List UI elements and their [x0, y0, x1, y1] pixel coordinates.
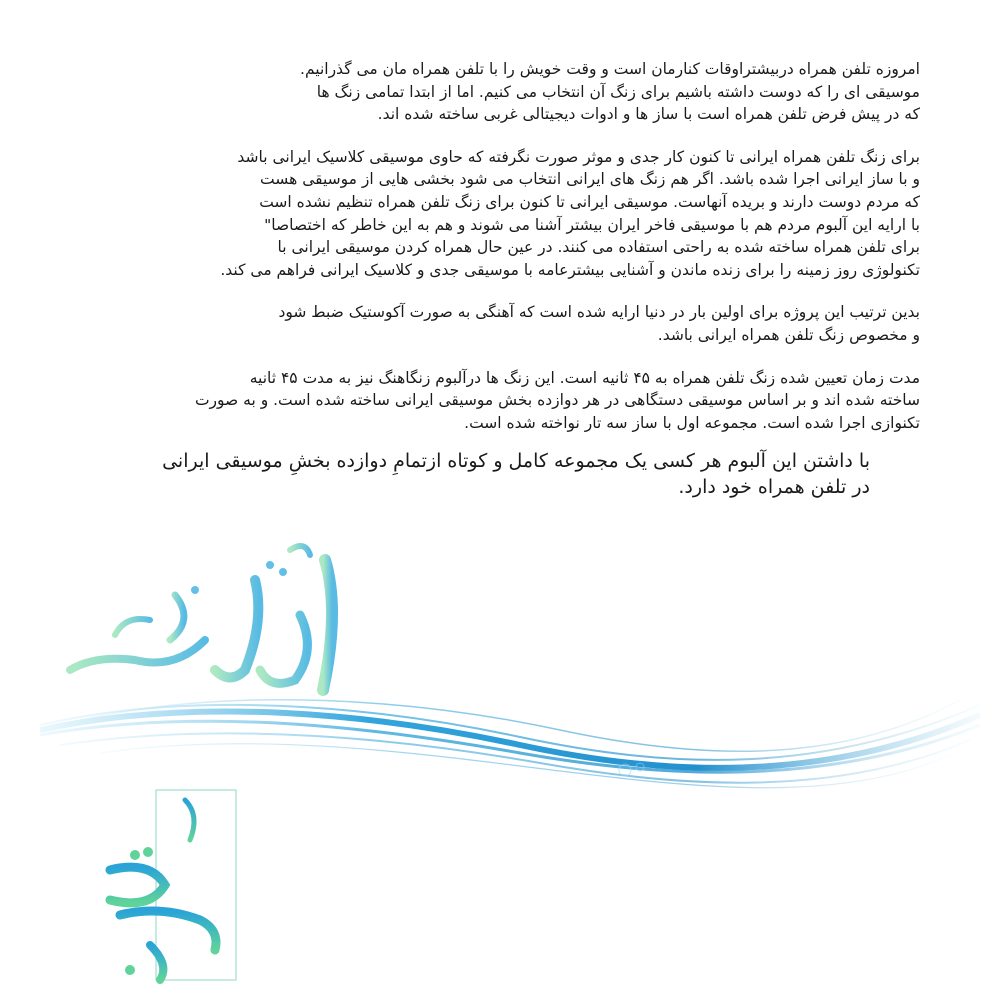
text-line: و مخصوص زنگ تلفن همراه ایرانی باشد. [657, 325, 920, 344]
text-line: در تلفن همراه خود دارد. [678, 476, 870, 499]
paragraph-intro [80, 58, 920, 126]
text-line: برای تلفن همراه ساخته شده به راحتی استفاده می کنند. در عین حال همراه کردن موسیقی ایرانی با [277, 238, 920, 257]
text-line: تکنولوژی روز زمینه را برای زنده ماندن و آشنایی بیشترعامه با موسیقی جدی و کلاسیک ایرانی فراهم می کند. [220, 260, 920, 279]
paragraph-duration [80, 367, 920, 435]
text-line: برای زنگ تلفن همراه ایرانی تا کنون کار جدی و موثر صورت نگرفته که حاوی موسیقی کلاسیک ایرانی باشد [237, 147, 920, 166]
text-line: بدین ترتیب این پروژه برای اولین بار در دنیا ارایه شده است که آهنگی به صورت آکوستیک ضبط شود [278, 303, 920, 322]
text-line: که مردم دوست دارند و بریده آنهاست. موسیقی ایرانی تا کنون برای زنگ تلفن همراه تنظیم نشده است [259, 192, 920, 211]
text-line: امروزه تلفن همراه دربیشتراوقات کنارمان است و وقت خویش را با تلفن همراه مان می گذرانیم. [300, 60, 920, 78]
text-line: موسیقی ای را که دوست داشته باشیم برای زنگ آن انتخاب می کنیم. اما از ابتدا تمامی زنگ ها [316, 82, 920, 101]
article-body [80, 58, 920, 520]
paragraph-motivation [80, 146, 920, 282]
text-line: که در پیش فرض تلفن همراه است با ساز ها و ادوات دیجیتالی غربی ساخته شده اند. [377, 105, 920, 124]
text-line: ساخته شده اند و بر اساس موسیقی دستگاهی در هر دوازده بخش موسیقی ایرانی ساخته شده است. و به صورت [194, 391, 920, 410]
text-line: مدت زمان تعیین شده زنگ تلفن همراه به ۴۵ ثانیه است. این زنگ ها درآلبوم زنگاهنگ نیز به مدت ۴۵ ثانیه [249, 368, 920, 387]
text-line: با داشتن این آلبوم هر کسی یک مجموعه کامل و کوتاه ازتمامِ دوازده بخشِ موسیقی ایرانی [162, 450, 870, 473]
text-line: با ارایه این آلبوم مردم هم با موسیقی فاخر ایران بیشتر آشنا می شوند و هم به این خاطر که اختصاصا" [264, 215, 920, 234]
paragraph-conclusion [80, 448, 920, 500]
text-line: تکنوازی اجرا شده است. مجموعه اول با ساز سه تار نواخته شده است. [464, 413, 920, 432]
text-line: و با ساز ایرانی اجرا شده باشد. اگر هم زنگ های ایرانی انتخاب می شود بخشی هایی از موسیقی هست [260, 170, 920, 189]
paragraph-project [80, 301, 920, 346]
zangahang-logo [90, 780, 270, 990]
